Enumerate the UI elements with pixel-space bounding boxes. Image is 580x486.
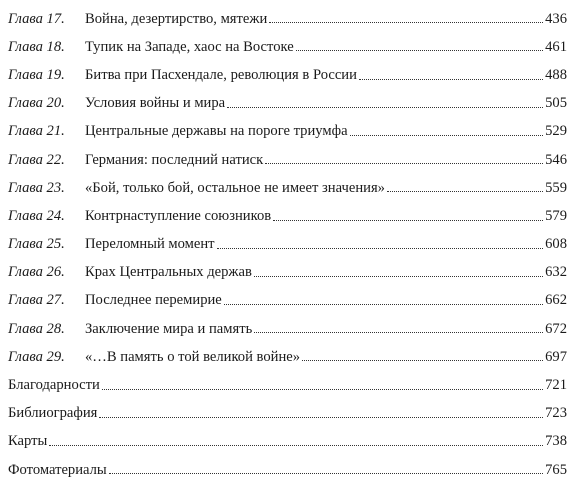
toc-entry-label bbox=[8, 153, 263, 174]
page-number: 488 bbox=[545, 66, 567, 83]
section-title: Библиография bbox=[8, 405, 98, 422]
dot-leader bbox=[350, 134, 544, 136]
dot-leader bbox=[99, 416, 543, 418]
dot-leader bbox=[359, 78, 543, 80]
toc-entry[interactable] bbox=[8, 173, 567, 201]
chapter-title: Контрнаступление союзников bbox=[85, 207, 272, 224]
chapter-number: Глава 24. bbox=[8, 207, 65, 224]
chapter-number: Глава 21. bbox=[8, 123, 65, 140]
dot-leader bbox=[265, 162, 543, 164]
toc-entry[interactable] bbox=[8, 370, 567, 398]
toc-entry[interactable] bbox=[8, 60, 567, 88]
chapter-title: Крах Центральных держав bbox=[85, 264, 252, 281]
toc-entry[interactable] bbox=[8, 230, 567, 258]
toc-entry[interactable] bbox=[8, 286, 567, 314]
dot-leader bbox=[269, 21, 543, 23]
toc-entry-label bbox=[8, 68, 357, 89]
page-number: 672 bbox=[545, 320, 567, 337]
toc-entry-label bbox=[8, 96, 225, 117]
toc-entry[interactable] bbox=[8, 399, 567, 427]
chapter-title: Центральные державы на пороге триумфа bbox=[85, 123, 348, 140]
page-number: 697 bbox=[545, 348, 567, 365]
toc-entry[interactable] bbox=[8, 455, 567, 483]
toc-entry[interactable] bbox=[8, 117, 567, 145]
page-number: 436 bbox=[545, 10, 567, 27]
page-number: 579 bbox=[545, 207, 567, 224]
page-number: 546 bbox=[545, 151, 567, 168]
chapter-title: Условия войны и мира bbox=[85, 95, 226, 112]
toc-entry-label bbox=[8, 209, 271, 230]
toc-entry[interactable] bbox=[8, 427, 567, 455]
section-title: Благодарности bbox=[8, 377, 100, 394]
dot-leader bbox=[302, 359, 543, 361]
page-number: 662 bbox=[545, 292, 567, 309]
chapter-number: Глава 26. bbox=[8, 264, 65, 281]
page-number: 632 bbox=[545, 264, 567, 281]
chapter-number: Глава 20. bbox=[8, 95, 65, 112]
dot-leader bbox=[273, 219, 543, 221]
toc-entry-label bbox=[8, 322, 252, 343]
toc-entry-label bbox=[8, 40, 294, 61]
page-number: 765 bbox=[545, 461, 567, 478]
dot-leader bbox=[49, 444, 543, 446]
toc-entry-label bbox=[8, 237, 215, 258]
chapter-title: Война, дезертирство, мятежи bbox=[85, 10, 268, 27]
chapter-title: «Бой, только бой, остальное не имеет значения» bbox=[85, 179, 385, 196]
toc-entry[interactable] bbox=[8, 4, 567, 32]
chapter-number: Глава 27. bbox=[8, 292, 65, 309]
chapter-title: Тупик на Западе, хаос на Востоке bbox=[85, 38, 294, 55]
dot-leader bbox=[387, 190, 543, 192]
page-number: 721 bbox=[545, 377, 567, 394]
chapter-number: Глава 18. bbox=[8, 38, 65, 55]
section-title: Фотоматериалы bbox=[8, 461, 107, 478]
toc-entry[interactable] bbox=[8, 258, 567, 286]
toc-entry[interactable] bbox=[8, 314, 567, 342]
chapter-title: Последнее перемирие bbox=[85, 292, 222, 309]
dot-leader bbox=[254, 275, 543, 277]
page-number: 559 bbox=[545, 179, 567, 196]
toc-entry-label bbox=[8, 434, 47, 455]
chapter-number: Глава 22. bbox=[8, 151, 65, 168]
toc-entry-label bbox=[8, 350, 300, 371]
chapter-number: Глава 19. bbox=[8, 66, 65, 83]
toc-entry-label bbox=[8, 181, 385, 202]
page-number: 461 bbox=[545, 38, 567, 55]
toc-entry-label bbox=[8, 378, 100, 399]
dot-leader bbox=[224, 303, 543, 305]
dot-leader bbox=[227, 106, 543, 108]
page-number: 529 bbox=[545, 123, 567, 140]
chapter-title: Битва при Пасхендале, революция в России bbox=[85, 66, 357, 83]
dot-leader bbox=[109, 472, 543, 474]
toc-entry-label bbox=[8, 463, 107, 484]
chapter-title: Заключение мира и память bbox=[85, 320, 253, 337]
table-of-contents bbox=[8, 4, 567, 483]
chapter-number: Глава 17. bbox=[8, 10, 65, 27]
page-number: 608 bbox=[545, 236, 567, 253]
toc-entry[interactable] bbox=[8, 201, 567, 229]
chapter-title: Германия: последний натиск bbox=[85, 151, 264, 168]
chapter-title: Переломный момент bbox=[85, 236, 215, 253]
dot-leader bbox=[254, 331, 543, 333]
toc-entry-label bbox=[8, 406, 97, 427]
page-number: 738 bbox=[545, 433, 567, 450]
toc-entry[interactable] bbox=[8, 145, 567, 173]
chapter-number: Глава 23. bbox=[8, 179, 65, 196]
toc-entry-label bbox=[8, 124, 348, 145]
toc-entry[interactable] bbox=[8, 342, 567, 370]
page-number: 505 bbox=[545, 95, 567, 112]
chapter-number: Глава 25. bbox=[8, 236, 65, 253]
toc-entry-label bbox=[8, 265, 252, 286]
dot-leader bbox=[296, 49, 543, 51]
section-title: Карты bbox=[8, 433, 48, 450]
chapter-number: Глава 28. bbox=[8, 320, 65, 337]
page-number: 723 bbox=[545, 405, 567, 422]
toc-entry-label bbox=[8, 293, 222, 314]
toc-entry-label bbox=[8, 12, 267, 33]
chapter-number: Глава 29. bbox=[8, 348, 65, 365]
dot-leader bbox=[217, 247, 544, 249]
toc-entry[interactable] bbox=[8, 32, 567, 60]
dot-leader bbox=[102, 388, 543, 390]
toc-entry[interactable] bbox=[8, 89, 567, 117]
chapter-title: «…В память о той великой войне» bbox=[85, 348, 301, 365]
